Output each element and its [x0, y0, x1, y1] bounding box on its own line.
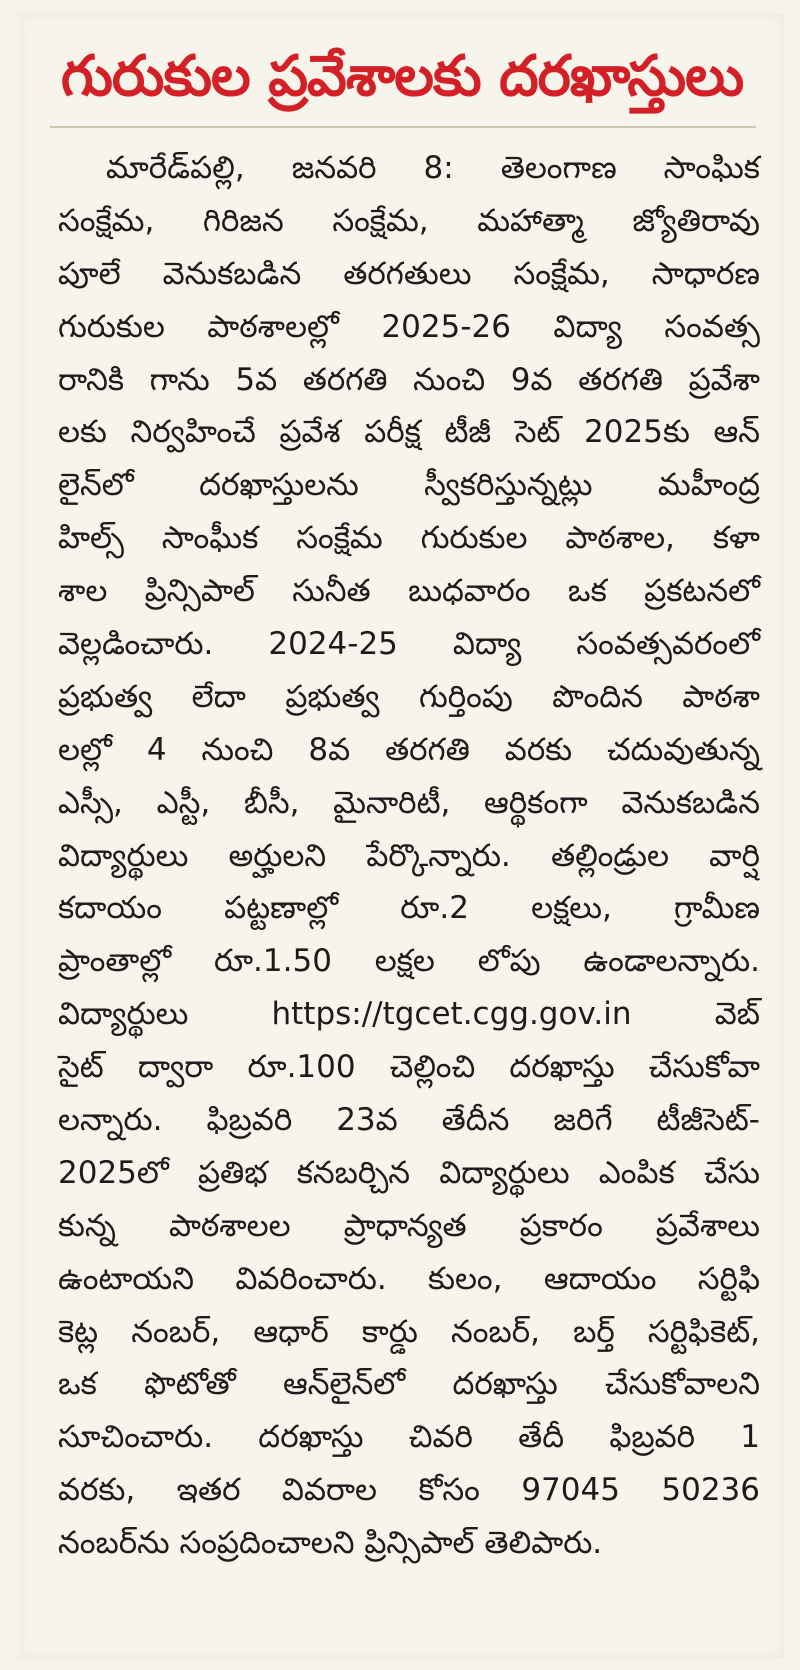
article-body	[58, 142, 760, 1570]
article-line: వెల్లడించారు. 2024-25 విద్యా సంవత్సవరంలో	[58, 626, 760, 663]
article-line: లైన్‌లో దరఖాస్తులను స్వీకరిస్తున్నట్లు మహీంద్ర	[58, 467, 760, 504]
article-line: ఒక ఫొటోతో ఆన్‌లైన్‌లో దరఖాస్తు చేసుకోవాలని	[58, 1366, 760, 1403]
article-line: సూచించారు. దరఖాస్తు చివరి తేదీ ఫిబ్రవరి 1	[58, 1419, 760, 1456]
article-line: ఉంటాయని వివరించారు. కులం, ఆదాయం సర్టిఫి	[58, 1260, 760, 1297]
article-line: విద్యార్థులు అర్హులని పేర్కొన్నారు. తల్లిండ్రుల వార్షి	[58, 837, 760, 874]
article-line: లకు నిర్వహించే ప్రవేశ పరీక్ష టీజీ సెట్ 2025కు ఆన్	[58, 414, 760, 451]
headline: గురుకుల ప్రవేశాలకు దరఖాస్తులు	[60, 44, 744, 109]
newspaper-clipping	[20, 14, 784, 1658]
article-line: ఎస్సీ, ఎస్టీ, బీసీ, మైనారిటీ, ఆర్థికంగా వెనుకబడిన	[58, 784, 760, 821]
article-line: లల్లో 4 నుంచి 8వ తరగతి వరకు చదువుతున్న	[58, 731, 760, 768]
article-line: ప్రభుత్వ లేదా ప్రభుత్వ గుర్తింపు పొందిన పాఠశా	[58, 678, 760, 715]
article-line: సైట్ ద్వారా రూ.100 చెల్లించి దరఖాస్తు చేసుకోవా	[58, 1049, 760, 1086]
article-line: సంక్షేమ, గిరిజన సంక్షేమ, మహాత్మా జ్యోతిరావు	[58, 202, 760, 239]
article-line: 2025లో ప్రతిభ కనబర్చిన విద్యార్థులు ఎంపిక చేసు	[58, 1154, 760, 1191]
article-line: గురుకుల పాఠశాలల్లో 2025-26 విద్యా సంవత్స	[58, 308, 760, 345]
article-line: శాల ప్రిన్సిపాల్ సునీత బుధవారం ఒక ప్రకటనలో	[58, 573, 760, 610]
headline-divider	[50, 126, 756, 128]
article-line: నంబర్‌ను సంప్రదించాలని ప్రిన్సిపాల్ తెలిపారు.	[58, 1525, 603, 1562]
article-line: కదాయం పట్టణాల్లో రూ.2 లక్షలు, గ్రామీణ	[58, 890, 760, 927]
article-line: పూలే వెనుకబడిన తరగతులు సంక్షేమ, సాధారణ	[58, 255, 760, 292]
article-line: లన్నారు. ఫిబ్రవరి 23వ తేదీన జరిగే టీజీసెట్-	[58, 1102, 760, 1139]
article-line: ప్రాంతాల్లో రూ.1.50 లక్షల లోపు ఉండాలన్నారు.	[58, 943, 760, 980]
article-line: విద్యార్థులు https://tgcet.cgg.gov.in వెబ్	[58, 996, 760, 1033]
article-line: రానికి గాను 5వ తరగతి నుంచి 9వ తరగతి ప్రవేశా	[58, 361, 760, 398]
article-line: కున్న పాఠశాలల ప్రాధాన్యత ప్రకారం ప్రవేశాలు	[58, 1207, 760, 1244]
article-line: మారేడ్‌పల్లి, జనవరి 8: తెలంగాణ సాంఘిక	[106, 150, 760, 186]
article-line: హిల్స్ సాంఘీక సంక్షేమ గురుకుల పాఠశాల, కళా	[58, 520, 760, 557]
article-line: వరకు, ఇతర వివరాల కోసం 97045 50236	[58, 1472, 760, 1509]
article-line: కెట్ల నంబర్, ఆధార్ కార్డు నంబర్, బర్త్ సర్టిఫికెట్,	[58, 1313, 760, 1350]
